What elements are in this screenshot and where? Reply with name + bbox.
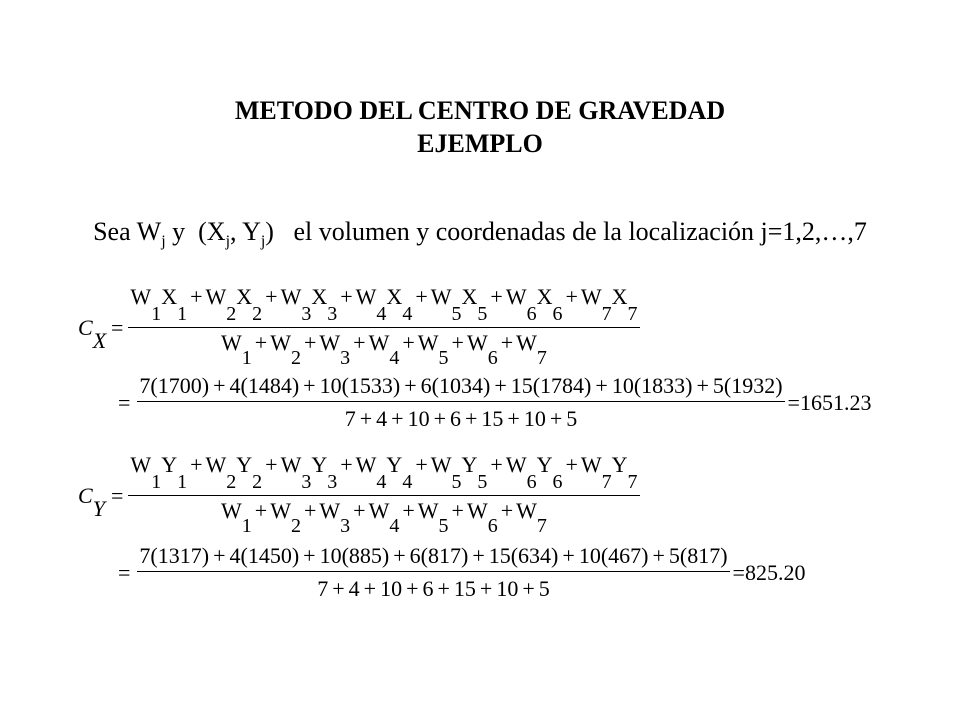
plus-operator: + [451,330,464,355]
weighted-value-term: 10(467) [578,543,649,568]
coordinate-symbol: Y [461,452,478,477]
weight-value: 6 [422,576,434,601]
weight-term [368,330,400,369]
weighted-coordinate-term [580,452,638,493]
coordinate-index: 5 [477,471,488,493]
weighted-value-term: 4(1484) [229,373,300,398]
title-line-1: METODO DEL CENTRO DE GRAVEDAD [234,96,726,125]
plus-operator: + [562,543,575,568]
weight-index: 2 [290,515,301,537]
weighted-value-term: 15(634) [488,543,559,568]
coordinate-symbol: Y [161,452,178,477]
plus-operator: + [464,406,478,431]
equals-sign: = [118,389,131,415]
plus-operator: + [549,406,563,431]
fraction-denominator [221,496,547,539]
weight-term [270,330,301,369]
weight-symbol: W [417,498,439,523]
weight-symbol: W [417,330,439,355]
weight-term [417,498,449,537]
weight-index: 6 [487,347,498,369]
plus-operator: + [353,498,366,523]
weight-value: 10 [380,576,403,601]
plus-operator: + [363,576,377,601]
weight-symbol: W [368,330,390,355]
cx-numeric-formula [118,373,871,432]
equals-sign: = [118,559,131,585]
weight-symbol: W [205,284,227,309]
fraction-numerator [128,452,639,496]
weighted-coordinate-term [355,452,413,493]
weighted-value-term: 10(1533) [319,373,401,398]
cx-symbolic-fraction [128,284,639,371]
cy-numeric-formula [118,543,805,602]
plus-operator: + [500,330,514,355]
lhs-subscript: Y [92,495,105,521]
weight-symbol: W [355,284,377,309]
plus-operator: + [254,330,268,355]
weighted-coordinate-term [430,284,488,325]
weight-symbol: W [319,498,341,523]
plus-operator: + [303,373,316,398]
coordinate-index: 7 [627,303,638,325]
coordinate-index: 6 [552,471,563,493]
weighted-value-term: 5(817) [668,543,728,568]
cy-symbolic-fraction [128,452,639,539]
weight-symbol: W [505,284,527,309]
weight-term [319,330,351,369]
weight-value: 5 [538,576,550,601]
weight-symbol: W [270,498,291,523]
weight-term [516,498,547,537]
weighted-value-term: 10(1833) [611,373,693,398]
equals-sign: = [787,389,800,415]
coordinate-symbol: X [161,284,178,309]
plus-operator: + [393,543,406,568]
cy-numeric-fraction [137,543,729,602]
plus-operator: + [213,543,226,568]
weight-value: 10 [523,406,546,431]
plus-operator: + [479,576,493,601]
cy-symbolic-formula [78,452,640,539]
coordinate-symbol: X [461,284,478,309]
weight-index: 6 [526,471,537,493]
weight-index: 3 [301,303,312,325]
weighted-value-term: 4(1450) [229,543,300,568]
cx-numeric-fraction [137,373,784,432]
weight-value: 10 [496,576,519,601]
weight-term [516,330,547,369]
weight-index: 7 [601,303,612,325]
weighted-coordinate-term [280,452,338,493]
coordinate-symbol: Y [386,452,403,477]
cx-result: 1651.23 [799,389,872,415]
weight-index: 2 [226,471,237,493]
plus-operator: + [332,576,345,601]
weighted-coordinate-term [355,284,413,325]
weighted-value-term: 7(1317) [139,543,210,568]
plus-operator: + [595,373,608,398]
weight-value: 7 [344,406,356,431]
weight-index: 5 [438,515,449,537]
intro-text-3: , Y [230,217,261,246]
weight-term [221,330,252,369]
weight-index: 2 [226,303,237,325]
weight-symbol: W [466,330,488,355]
weighted-value-term: 15(1784) [510,373,592,398]
lhs-subscript: X [92,327,107,353]
weight-symbol: W [221,330,242,355]
weighted-coordinate-term [280,284,338,325]
weight-term [368,498,400,537]
weight-value: 7 [317,576,329,601]
weight-term [466,498,498,537]
equals-sign: = [732,559,745,585]
weight-term [221,498,252,537]
plus-operator: + [404,373,417,398]
weight-value: 10 [407,406,430,431]
coordinate-index: 6 [552,303,563,325]
coordinate-symbol: Y [236,452,253,477]
fraction-numerator [137,373,784,402]
weighted-coordinate-term [505,452,563,493]
weighted-value-term: 6(1034) [420,373,491,398]
coordinate-index: 4 [402,471,413,493]
weight-symbol: W [580,284,602,309]
weight-symbol: W [580,452,602,477]
plus-operator: + [254,498,268,523]
weight-term [270,498,301,537]
fraction-denominator [345,402,578,432]
plus-operator: + [490,452,503,477]
fraction-denominator [221,328,547,371]
coordinate-symbol: Y [311,452,328,477]
coordinate-symbol: X [386,284,403,309]
coordinate-index: 3 [327,303,338,325]
plus-operator: + [490,284,503,309]
plus-operator: + [500,498,514,523]
lhs-symbol: C [78,482,93,508]
title-line-2: EJEMPLO [417,129,543,158]
weight-index: 1 [151,471,162,493]
weight-term [466,330,498,369]
weight-symbol: W [368,498,390,523]
weighted-coordinate-term [205,284,263,325]
coordinate-index: 7 [627,471,638,493]
plus-operator: + [340,284,353,309]
plus-operator: + [353,330,366,355]
weight-symbol: W [430,452,452,477]
plus-operator: + [507,406,520,431]
plus-operator: + [265,284,278,309]
weight-symbol: W [270,330,291,355]
intro-subscript-1: j [161,233,166,250]
weight-symbol: W [280,284,302,309]
weight-term [319,498,351,537]
coordinate-symbol: Y [536,452,553,477]
weight-symbol: W [516,330,537,355]
weight-value: 15 [453,576,476,601]
plus-operator: + [415,284,428,309]
weight-index: 7 [536,515,547,537]
weight-index: 3 [340,347,351,369]
weight-value: 4 [376,406,388,431]
weight-symbol: W [505,452,527,477]
plus-operator: + [340,452,353,477]
weight-index: 1 [241,515,252,537]
weighted-value-term: 10(885) [319,543,390,568]
plus-operator: + [303,498,317,523]
coordinate-index: 5 [477,303,488,325]
plus-operator: + [391,406,404,431]
plus-operator: + [303,543,316,568]
intro-subscript-3: j [260,233,266,250]
weight-index: 4 [389,515,400,537]
weight-symbol: W [466,498,488,523]
lhs-symbol: C [78,314,93,340]
plus-operator: + [652,543,665,568]
plus-operator: + [451,498,464,523]
plus-operator: + [472,543,485,568]
intro-sentence [0,217,960,251]
plus-operator: + [696,373,709,398]
cx-lhs [78,314,108,353]
weight-index: 4 [389,347,400,369]
weighted-coordinate-term [130,284,188,325]
weight-symbol: W [130,452,152,477]
weight-index: 6 [487,515,498,537]
weight-index: 5 [451,471,462,493]
plus-operator: + [415,452,428,477]
coordinate-symbol: X [311,284,328,309]
weight-index: 4 [376,303,387,325]
coordinate-index: 2 [252,471,263,493]
intro-subscript-2: j [225,233,231,250]
weighted-coordinate-term [505,284,563,325]
weight-index: 1 [151,303,162,325]
plus-operator: + [213,373,226,398]
weight-index: 3 [340,515,351,537]
weight-value: 4 [348,576,360,601]
plus-operator: + [522,576,535,601]
coordinate-index: 1 [177,471,188,493]
weight-index: 2 [290,347,301,369]
weighted-coordinate-term [430,452,488,493]
equals-sign: = [111,482,124,508]
weight-index: 3 [301,471,312,493]
plus-operator: + [433,406,446,431]
fraction-denominator [317,572,550,602]
plus-operator: + [402,498,415,523]
weighted-value-term: 7(1700) [139,373,210,398]
plus-operator: + [565,452,578,477]
weight-index: 5 [438,347,449,369]
plus-operator: + [406,576,419,601]
weight-value: 15 [481,406,504,431]
intro-text-4: ) el volumen y coordenadas de la localización j=1,2,…,7 [265,217,867,246]
coordinate-index: 4 [402,303,413,325]
intro-text-2: y (X [165,217,226,246]
coordinate-index: 2 [252,303,263,325]
plus-operator: + [437,576,450,601]
weight-symbol: W [221,498,242,523]
fraction-numerator [137,543,729,572]
plus-operator: + [565,284,578,309]
weight-symbol: W [205,452,227,477]
weighted-coordinate-term [130,452,188,493]
weight-index: 7 [601,471,612,493]
weight-term [417,330,449,369]
cy-lhs [78,482,108,521]
weight-symbol: W [430,284,452,309]
coordinate-symbol: X [236,284,253,309]
coordinate-index: 3 [327,471,338,493]
weight-index: 5 [451,303,462,325]
fraction-numerator [128,284,639,328]
plus-operator: + [303,330,317,355]
equals-sign: = [111,314,124,340]
weight-index: 4 [376,471,387,493]
weight-index: 6 [526,303,537,325]
plus-operator: + [494,373,507,398]
weight-index: 1 [241,347,252,369]
weighted-value-term: 5(1932) [712,373,783,398]
plus-operator: + [265,452,278,477]
intro-text-1: Sea W [93,217,162,246]
coordinate-index: 1 [177,303,188,325]
weighted-coordinate-term [580,284,638,325]
weighted-value-term: 6(817) [409,543,469,568]
coordinate-symbol: X [611,284,628,309]
weight-symbol: W [319,330,341,355]
cx-symbolic-formula [78,284,640,371]
weight-value: 6 [449,406,461,431]
coordinate-symbol: Y [611,452,628,477]
weight-symbol: W [516,498,537,523]
weighted-coordinate-term [205,452,263,493]
weight-value: 5 [566,406,578,431]
plus-operator: + [190,284,203,309]
plus-operator: + [190,452,203,477]
weight-symbol: W [355,452,377,477]
weight-symbol: W [130,284,152,309]
plus-operator: + [402,330,415,355]
coordinate-symbol: X [536,284,553,309]
slide-title [0,94,960,160]
weight-symbol: W [280,452,302,477]
weight-index: 7 [536,347,547,369]
cy-result: 825.20 [744,559,806,585]
plus-operator: + [359,406,373,431]
